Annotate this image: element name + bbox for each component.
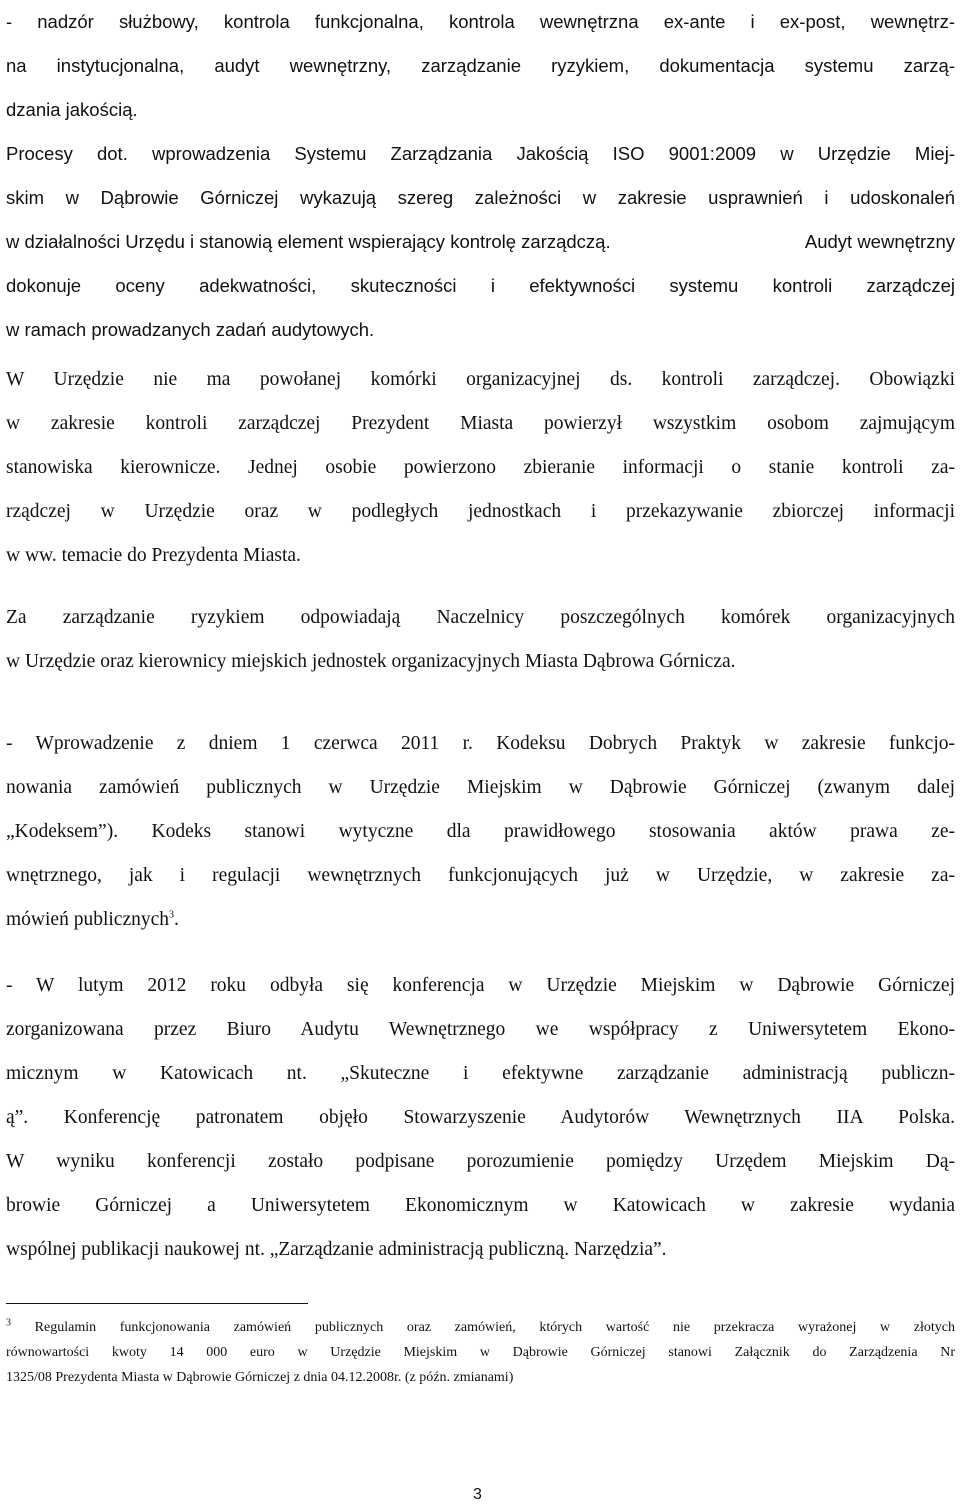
text-line: zorganizowana przez Biuro Audytu Wewnętrznego we współpracy z Uniwersytetem Ekono- (6, 1019, 955, 1040)
footnote-text: Regulamin funkcjonowania zamówień publicznych oraz zamówień, których wartość nie przekracza wyrażonej w złotych (34, 1320, 955, 1335)
footnote (6, 1315, 955, 1390)
text-line: skim w Dąbrowie Górniczej wykazują szereg zależności w zakresie usprawnień i udoskonaleń (6, 187, 955, 208)
page-number: 3 (473, 1486, 482, 1503)
text-line: w ramach prowadzanych zadań audytowych. (6, 319, 375, 340)
text-line (6, 898, 955, 942)
text-line: na instytucjonalna, audyt wewnętrzny, zarządzanie ryzykiem, dokumentacja systemu zarzą- (6, 55, 955, 76)
paragraph-risk-management (6, 596, 955, 684)
text-line: dokonuje oceny adekwatności, skuteczności i efektywności systemu kontroli zarządczej (6, 275, 955, 296)
text-line: W Urzędzie nie ma powołanej komórki organizacyjnej ds. kontroli zarządczej. Obowiązki (6, 369, 955, 390)
text-line: w Urzędzie oraz kierownicy miejskich jednostek organizacyjnych Miasta Dąbrowa Górnicza. (6, 651, 736, 672)
paragraph-gap (6, 684, 955, 710)
paragraph-control-types (6, 0, 955, 132)
text-line: „Kodeksem”). Kodeks stanowi wytyczne dla prawidłowego stosowania aktów prawa ze- (6, 821, 955, 842)
footnote-line: 1325/08 Prezydenta Miasta w Dąbrowie Górniczej z dnia 04.12.2008r. (z późn. zmianami) (6, 1370, 514, 1385)
text-line: micznym w Katowicach nt. „Skuteczne i efektywne zarządzanie administracją publiczn- (6, 1063, 955, 1084)
text-line (6, 220, 955, 264)
text-line: rządczej w Urzędzie oraz w podległych jednostkach i przekazywanie zbiorczej informacji (6, 501, 955, 522)
paragraph-conference (6, 964, 955, 1272)
text-line: browie Górniczej a Uniwersytetem Ekonomicznym w Katowicach w zakresie wydania (6, 1195, 955, 1216)
text-line: wspólnej publikacji naukowej nt. „Zarządzanie administracją publiczną. Narzędzia”. (6, 1239, 667, 1260)
text-line: - W lutym 2012 roku odbyła się konferencja w Urzędzie Miejskim w Dąbrowie Górniczej (6, 975, 955, 996)
text-line: - nadzór służbowy, kontrola funkcjonalna, kontrola wewnętrzna ex-ante i ex-post, wewnętrz- (6, 11, 955, 32)
footnote-reference: 3 (169, 909, 174, 921)
text-line: Procesy dot. wprowadzenia Systemu Zarządzania Jakością ISO 9001:2009 w Urzędzie Miej- (6, 143, 955, 164)
text-line: dzania jakością. (6, 99, 138, 120)
paragraph-iso-processes (6, 132, 955, 352)
paragraph-code-of-practice (6, 722, 955, 942)
text-line: w ww. temacie do Prezydenta Miasta. (6, 545, 301, 566)
text-segment: Audyt wewnętrzny (804, 231, 955, 252)
text-line: ą”. Konferencję patronatem objęło Stowarzyszenie Audytorów Wewnętrznych IIA Polska. (6, 1107, 955, 1128)
text-segment: w działalności Urzędu i stanowią element wspierający kontrolę zarządczą. (6, 231, 611, 252)
document-page (6, 0, 955, 1272)
text-segment: . (174, 909, 179, 930)
text-line: - Wprowadzenie z dniem 1 czerwca 2011 r. Kodeksu Dobrych Praktyk w zakresie funkcjo- (6, 733, 955, 754)
footnote-number: 3 (6, 1317, 11, 1329)
text-line: wnętrznego, jak i regulacji wewnętrznych funkcjonujących już w Urzędzie, w zakresie za- (6, 865, 955, 886)
text-line: stanowiska kierownicze. Jednej osobie powierzono zbieranie informacji o stanie kontroli za- (6, 457, 955, 478)
text-line: W wyniku konferencji zostało podpisane porozumienie pomiędzy Urzędem Miejskim Dą- (6, 1151, 955, 1172)
paragraph-management-control (6, 358, 955, 578)
text-segment: mówień publicznych (6, 909, 169, 930)
text-line: Za zarządzanie ryzykiem odpowiadają Naczelnicy poszczególnych komórek organizacyjnych (6, 607, 955, 628)
text-line: w zakresie kontroli zarządczej Prezydent Miasta powierzył wszystkim osobom zajmującym (6, 413, 955, 434)
footnote-line: równowartości kwoty 14 000 euro w Urzędzie Miejskim w Dąbrowie Górniczej stanowi Załącznik do Zarządzenia Nr (6, 1345, 955, 1360)
paragraph-gap (6, 578, 955, 596)
footnote-separator (6, 1303, 308, 1304)
footnote-line (6, 1315, 955, 1340)
text-line: nowania zamówień publicznych w Urzędzie Miejskim w Dąbrowie Górniczej (zwanym dalej (6, 777, 955, 798)
